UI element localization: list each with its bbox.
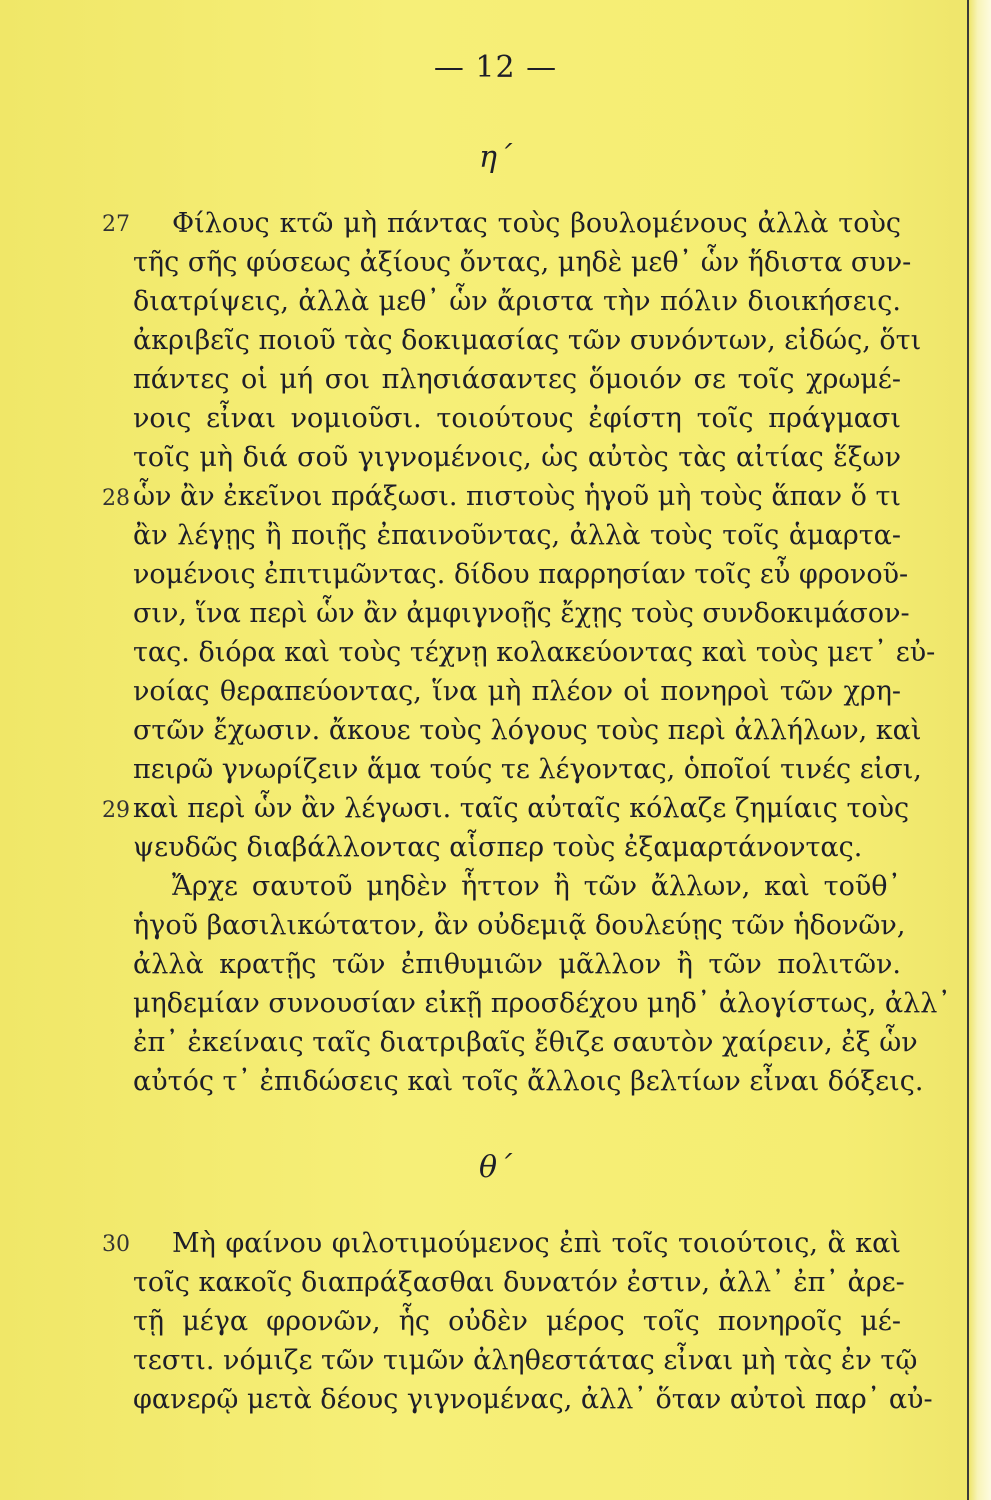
section-heading-theta: θ΄	[478, 1150, 513, 1185]
text-line: τεστι. νόμιζε τῶν τιμῶν ἀληθεστάτας εἶναι μὴ τὰς ἐν τῷ	[133, 1345, 918, 1376]
page-edge	[967, 0, 991, 1500]
text-line: νοίας θεραπεύοντας, ἵνα μὴ πλέον οἱ πονηροὶ τῶν χρη-	[133, 676, 901, 707]
text-line: πειρῶ γνωρίζειν ἅμα τούς τε λέγοντας, ὁποῖοί τινές εἰσι,	[133, 754, 922, 785]
text-line: ἀλλὰ κρατῇς τῶν ἐπιθυμιῶν μᾶλλον ἢ τῶν πολιτῶν.	[133, 949, 901, 980]
text-line: Φίλους κτῶ μὴ πάντας τοὺς βουλομένους ἀλλὰ τοὺς	[172, 208, 901, 239]
text-line: νοις εἶναι νομιοῦσι. τοιούτους ἐφίστη τοῖς πράγμασι	[133, 403, 901, 434]
text-line: πάντες οἱ μή σοι πλησιάσαντες ὅμοιόν σε τοῖς χρωμέ-	[133, 364, 901, 395]
text-line: ἐπ᾽ ἐκείναις ταῖς διατριβαῖς ἔθιζε σαυτὸν χαίρειν, ἐξ ὧν	[133, 1027, 918, 1058]
margin-number: 27	[102, 212, 130, 237]
text-line: ἂν λέγῃς ἢ ποιῇς ἐπαινοῦντας, ἀλλὰ τοὺς τοῖς ἁμαρτα-	[133, 520, 901, 551]
text-line: τοῖς μὴ διά σοῦ γιγνομένοις, ὡς αὐτὸς τὰς αἰτίας ἕξων	[133, 442, 901, 473]
text-line: στῶν ἔχωσιν. ἄκουε τοὺς λόγους τοὺς περὶ ἀλλήλων, καὶ	[133, 715, 922, 746]
text-line: σιν, ἵνα περὶ ὧν ἂν ἀμφιγνοῇς ἔχῃς τοὺς συνδοκιμάσον-	[133, 598, 910, 629]
text-line: τῆς σῆς φύσεως ἀξίους ὄντας, μηδὲ μεθ᾽ ὧν ἥδιστα συν-	[133, 247, 912, 278]
text-line: διατρίψεις, ἀλλὰ μεθ᾽ ὧν ἄριστα τὴν πόλιν διοικήσεις.	[133, 286, 901, 317]
margin-number: 30	[102, 1232, 130, 1257]
text-line: νομένοις ἐπιτιμῶντας. δίδου παρρησίαν τοῖς εὖ φρονοῦ-	[133, 559, 909, 590]
text-line: καὶ περὶ ὧν ἂν λέγωσι. ταῖς αὐταῖς κόλαζε ζημίαις τοὺς	[133, 793, 910, 824]
text-line: ὧν ἂν ἐκεῖνοι πράξωσι. πιστοὺς ἡγοῦ μὴ τοὺς ἅπαν ὅ τι	[133, 481, 901, 512]
page-number: — 12 —	[433, 50, 558, 85]
text-line: ἀκριβεῖς ποιοῦ τὰς δοκιμασίας τῶν συνόντων, εἰδώς, ὅτι	[133, 325, 922, 356]
text-line: τας. διόρα καὶ τοὺς τέχνῃ κολακεύοντας καὶ τοὺς μετ᾽ εὐ-	[133, 637, 936, 668]
text-line: αὐτός τ᾽ ἐπιδώσεις καὶ τοῖς ἄλλοις βελτίων εἶναι δόξεις.	[133, 1066, 924, 1097]
text-line: τῇ μέγα φρονῶν, ἧς οὐδὲν μέρος τοῖς πονηροῖς μέ-	[133, 1306, 901, 1337]
margin-number: 29	[102, 798, 130, 823]
section-heading-eta: η΄	[479, 140, 512, 175]
margin-number: 28	[102, 486, 130, 511]
text-line: μηδεμίαν συνουσίαν εἰκῇ προσδέχου μηδ᾽ ἀλογίστως, ἀλλ᾽	[133, 988, 951, 1019]
text-line: Μὴ φαίνου φιλοτιμούμενος ἐπὶ τοῖς τοιούτοις, ἃ καὶ	[172, 1228, 901, 1259]
text-line: Ἄρχε σαυτοῦ μηδὲν ἧττον ἢ τῶν ἄλλων, καὶ τοῦθ᾽	[172, 871, 901, 902]
text-line: τοῖς κακοῖς διαπράξασθαι δυνατόν ἐστιν, ἀλλ᾽ ἐπ᾽ ἀρε-	[133, 1267, 905, 1298]
text-line: ψευδῶς διαβάλλοντας αἷσπερ τοὺς ἐξαμαρτάνοντας.	[133, 832, 863, 863]
text-line: ἡγοῦ βασιλικώτατον, ἂν οὐδεμιᾷ δουλεύῃς τῶν ἡδονῶν,	[133, 910, 906, 941]
text-line: φανερῷ μετὰ δέους γιγνομένας, ἀλλ᾽ ὅταν αὐτοὶ παρ᾽ αὐ-	[133, 1384, 933, 1415]
